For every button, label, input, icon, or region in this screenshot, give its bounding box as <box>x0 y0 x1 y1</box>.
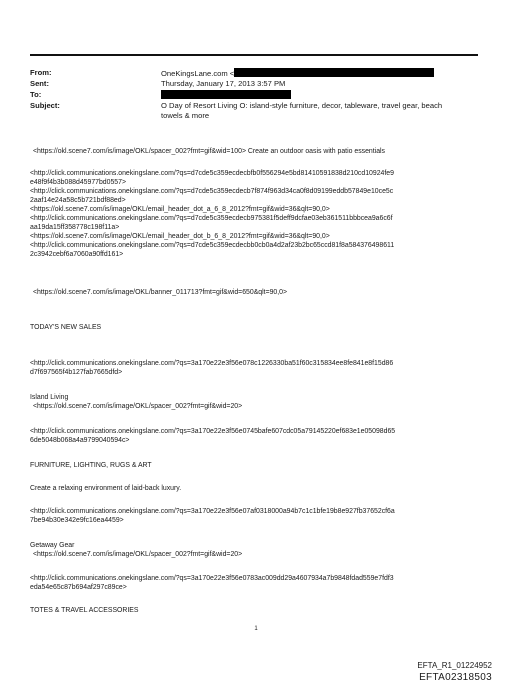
subject-line: O Day of Resort Living O: island-style furniture, decor, tableware, travel gear, beach <box>161 101 443 110</box>
tracking-link[interactable]: d7f697565f4b127fab7665dfd> <box>30 369 123 376</box>
body-line <box>30 288 287 297</box>
subject-label: Subject: <box>30 101 60 110</box>
image-link[interactable]: <https://okl.scene7.com/is/image/OKL/email_header_dot_a_6_8_2012?fmt=gif&wid=36&qlt=90,0> <box>30 206 330 213</box>
link-block <box>30 427 395 445</box>
tracking-link[interactable]: e48f9f4b3b088d45977bd0557> <box>30 179 126 186</box>
tracking-link[interactable]: 2aaf14e24a58c5b721bdf88ed> <box>30 197 126 204</box>
tracking-link[interactable]: <http://click.communications.onekingslane.com/?qs=3a170e22e3f56e0745bafe607cdc05a79145220ef683e1e05098d65 <box>30 428 396 435</box>
link-block <box>30 507 395 525</box>
banner-link[interactable]: <https://okl.scene7.com/is/image/OKL/banner_011713?fmt=gif&wid=650&qlt=90,0> <box>33 289 288 296</box>
from-label: From: <box>30 68 52 77</box>
section-heading <box>30 323 101 332</box>
tracking-link[interactable]: eda54e65c87b694af297c89ce> <box>30 584 127 591</box>
tracking-link[interactable]: 2c3942cebf6a7060a90ffd161> <box>30 251 124 258</box>
category-heading: TOTES & TRAVEL ACCESSORIES <box>30 607 139 614</box>
from-value <box>161 68 434 79</box>
tracking-link[interactable]: <http://click.communications.onekingslane.com/?qs=3a170e22e3f56e07af0318000a94b7c1c1bfe19b8e927fb37652cf6a <box>30 508 395 515</box>
sale-block <box>30 393 242 411</box>
link-block <box>30 359 393 377</box>
redaction-block <box>161 90 291 99</box>
redaction-block <box>234 68 434 77</box>
tracking-link[interactable]: 7be94b30e342e9fc16ea4459> <box>30 517 124 524</box>
tracking-link[interactable]: <http://click.communications.onekingslane.com/?qs=d7cde5c359ecdecb975381f5deff9dcfae03eb361511bbbcea9a6c6f <box>30 215 393 222</box>
sale-block <box>30 541 242 559</box>
link-block <box>30 574 394 592</box>
tracking-link[interactable]: <http://click.communications.onekingslane.com/?qs=d7cde5c359ecdecbb0cb0a4d2af23b2bc65ccd81f8a584376498611 <box>30 242 395 249</box>
to-value <box>161 90 291 101</box>
tracking-link[interactable]: <http://click.communications.onekingslane.com/?qs=d7cde5c359ecdecbfb0f556294e5bd81410591838d210cd10924fe9 <box>30 170 394 177</box>
body-line <box>30 147 385 156</box>
to-label: To: <box>30 90 42 99</box>
subject-line: towels & more <box>161 111 210 120</box>
image-link[interactable]: <https://okl.scene7.com/is/image/OKL/email_header_dot_b_6_8_2012?fmt=gif&wid=36&qlt=90,0> <box>30 233 330 240</box>
header-rule <box>30 54 478 56</box>
section-heading <box>30 606 139 615</box>
subject-value <box>161 101 442 121</box>
from-text: OneKingsLane.com < <box>161 69 235 78</box>
body-line <box>30 484 181 493</box>
bates-number: EFTA02318503 <box>419 672 492 683</box>
tracking-link[interactable]: 6de5048b068a4a9799040594c> <box>30 437 130 444</box>
page-number: 1 <box>254 626 258 632</box>
tracking-link[interactable]: <http://click.communications.onekingslane.com/?qs=3a170e22e3f56e078c1226330ba51f60c315834ee8fe841e8f15d86 <box>30 360 394 367</box>
tracking-link[interactable]: <http://click.communications.onekingslane.com/?qs=d7cde5c359ecdecb7f874f963d34ca0f8d09199eddb57849e10ce5c <box>30 188 394 195</box>
sent-value: Thursday, January 17, 2013 3:57 PM <box>161 79 286 88</box>
category-heading: FURNITURE, LIGHTING, RUGS & ART <box>30 462 152 469</box>
link-block <box>30 169 394 259</box>
todays-new-sales-heading: TODAY'S NEW SALES <box>30 324 102 331</box>
sale-description: Create a relaxing environment of laid-back luxury. <box>30 485 182 492</box>
image-link[interactable]: <https://okl.scene7.com/is/image/OKL/spacer_002?fmt=gif&wid=20> <box>33 551 243 558</box>
tracking-link[interactable]: <http://click.communications.onekingslane.com/?qs=3a170e22e3f56e0783ac009dd29a4607934a7b9848fdad559e7fdf3 <box>30 575 394 582</box>
section-heading <box>30 461 152 470</box>
sale-title: Getaway Gear <box>30 542 75 549</box>
image-link[interactable]: <https://okl.scene7.com/is/image/OKL/spacer_002?fmt=gif&wid=20> <box>33 403 243 410</box>
sent-label: Sent: <box>30 79 49 88</box>
doc-id: EFTA_R1_01224952 <box>417 661 492 670</box>
sale-title: Island Living <box>30 394 69 401</box>
tracking-link[interactable]: aa19da15ff358778c198f11a> <box>30 224 120 231</box>
image-link[interactable]: <https://okl.scene7.com/is/image/OKL/spacer_002?fmt=gif&wid=100> Create an outdoor oasis with patio essentials <box>33 148 386 155</box>
